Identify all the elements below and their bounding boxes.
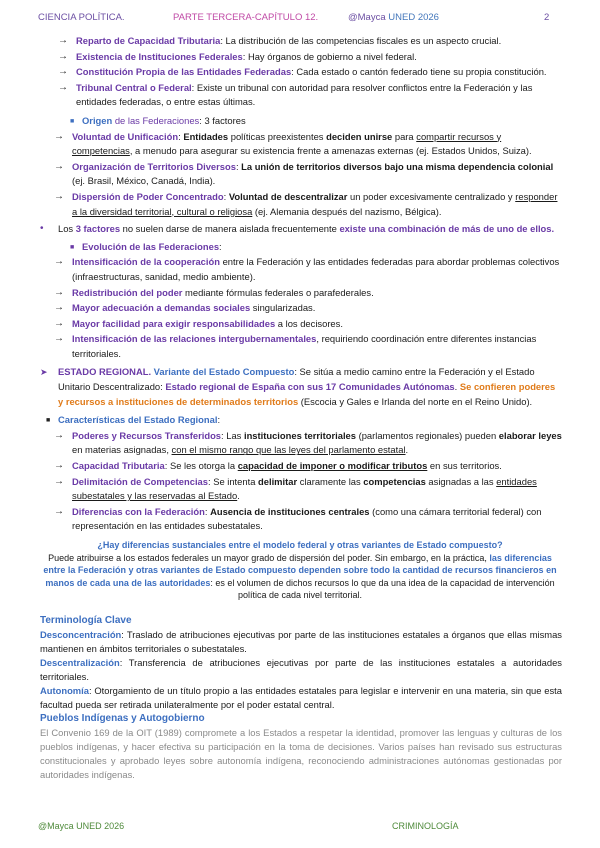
- text-span: Autonomía: [40, 684, 89, 696]
- text-span: capacidad de imponer o modificar tributos: [237, 460, 428, 472]
- item-text: singularizadas.: [250, 302, 316, 314]
- text-span: ESTADO REGIONAL.: [58, 366, 152, 378]
- page-number: 2: [544, 12, 550, 23]
- text-span: .: [454, 381, 460, 393]
- text-span: (como una cámara territorial federal) con representación en las entidades subestatales.: [72, 505, 542, 532]
- text-span: : Se intenta: [207, 475, 259, 487]
- text-span: Desconcentración: [40, 628, 122, 640]
- question-answer: [40, 552, 560, 602]
- list-item: [0, 50, 600, 65]
- arrow-icon: →: [54, 190, 64, 202]
- item-term: Mayor adecuación a demandas sociales: [72, 302, 251, 314]
- list-item: [0, 317, 600, 332]
- list-item: [0, 34, 600, 49]
- text-span: : Se les otorga la: [164, 460, 238, 472]
- text-span: deciden unirse: [326, 130, 393, 142]
- section-label: [0, 413, 600, 428]
- item-text: : Hay órganos de gobierno a nivel federal.: [242, 50, 417, 62]
- text-span: :: [204, 505, 211, 517]
- item-term: Diferencias con la Federación: [72, 505, 205, 517]
- text-span: instituciones territoriales: [243, 429, 356, 441]
- text-span: Variante del Estado Compuesto: [151, 366, 295, 378]
- arrow-icon: →: [54, 286, 64, 298]
- text-span: :: [235, 160, 242, 172]
- header-tag: UNED 2026: [388, 12, 439, 23]
- item-text: : Existe un tribunal con autoridad para resolver conflictos entre la Federación y las entidades federadas, o entre estas últimas.: [76, 81, 533, 108]
- list-item: [0, 429, 600, 458]
- item-term: Constitución Propia de las Entidades Federadas: [76, 66, 292, 78]
- arrow-icon: →: [54, 130, 64, 142]
- text-span: (ej. Brasil, México, Canadá, India).: [72, 175, 216, 187]
- item-term: Mayor facilidad para exigir responsabilidades: [72, 317, 276, 329]
- text-span: La unión de territorios diversos bajo una misma dependencia colonial: [241, 160, 554, 172]
- text-span: un poder excesivamente centralizado y: [347, 190, 516, 202]
- item-term: Redistribución del poder: [72, 286, 183, 298]
- text-span: :: [178, 130, 184, 142]
- arrow-icon: →: [54, 460, 64, 472]
- arrow-icon: →: [54, 256, 64, 268]
- item-text: , requiriendo coordinación entre diferentes instancias territoriales.: [72, 333, 537, 359]
- list-item: [0, 130, 600, 159]
- text-span: responder a la diversidad territorial, cultural o religiosa: [72, 190, 558, 217]
- item-text: mediante fórmulas federales o parafederales.: [182, 286, 374, 298]
- item-term: Intensificación de la cooperación: [72, 256, 220, 268]
- text-span: 3 factores: [75, 223, 121, 235]
- item-term: Reparto de Capacidad Tributaria: [76, 35, 221, 46]
- item-term: Poderes y Recursos Transferidos: [72, 429, 222, 441]
- item-text: : Cada estado o cantón federado tiene su propia constitución.: [291, 66, 547, 78]
- text-span: asignadas a las: [425, 475, 497, 487]
- text-span: (Escocia y Gales e Irlanda del norte en el Reino Unido).: [298, 395, 533, 407]
- header-subject: CIENCIA POLÍTICA.: [38, 12, 125, 23]
- text-span: Descentralización: [40, 656, 120, 668]
- item-term: Dispersión de Poder Concentrado: [72, 190, 224, 202]
- label-tail: : 3 factores: [199, 114, 246, 126]
- text-span: : Se sitúa a medio camino entre la Federación y el Estado Unitario Descentralizado:: [58, 366, 535, 393]
- list-item: [0, 505, 600, 534]
- text-span: :: [223, 190, 229, 202]
- question-text: ¿Hay diferencias sustanciales entre el modelo federal y otras variantes de Estado compuesto?: [97, 540, 503, 550]
- text-span: Voluntad de descentralizar: [228, 190, 348, 202]
- arrow-icon: →: [54, 317, 64, 329]
- item-term: Capacidad Tributaria: [72, 460, 165, 472]
- section-label: [0, 114, 600, 129]
- footer-author: @Mayca UNED 2026: [38, 821, 125, 831]
- label-term: Evolución de las Federaciones: [82, 240, 220, 252]
- text-span: : Transferencia de atribuciones ejecutivas por parte de las instituciones estatales a autoridades territoriales.: [40, 656, 562, 682]
- arrow-icon: →: [54, 475, 64, 487]
- square-bullet-icon: ■: [46, 417, 51, 425]
- footer-subject: CRIMINOLOGÍA: [392, 821, 459, 831]
- text-span: no suelen darse de manera aislada frecuentemente: [120, 223, 340, 235]
- definition: [0, 684, 600, 712]
- list-item: [0, 286, 600, 301]
- item-term: Organización de Territorios Diversos: [72, 160, 236, 172]
- arrow-icon: →: [58, 50, 68, 62]
- text-span: entidades subestatales y las reservadas al Estado: [72, 475, 537, 502]
- text-span: para: [392, 130, 417, 142]
- chevron-right-icon: ➤: [40, 367, 48, 378]
- text-span: las diferencias entre la Federación y otras variantes de Estado compuesto dependen sobre todo la cantidad de recursos financieros en manos de cada una de las autoridades: [43, 552, 557, 588]
- square-bullet-icon: ■: [70, 117, 75, 125]
- label-term: Origen: [82, 114, 113, 126]
- list-item: [0, 459, 600, 474]
- item-term: Existencia de Instituciones Federales: [76, 50, 243, 62]
- text-span: elaborar leyes: [498, 429, 562, 441]
- list-item: [0, 332, 600, 361]
- document-body: [0, 34, 600, 782]
- list-item: [0, 160, 600, 189]
- item-term: Tribunal Central o Federal: [76, 81, 192, 93]
- item-text: a los decisores.: [275, 317, 343, 329]
- text-span: compartir recursos y competencias: [72, 130, 502, 157]
- page-header: [38, 12, 558, 26]
- text-span: (ej. Alemania después del nazismo, Bélgica).: [252, 205, 442, 217]
- header-author: [348, 12, 439, 23]
- arrow-icon: →: [54, 302, 64, 314]
- section-paragraph: [0, 365, 600, 409]
- text-span: : es el volumen de dichos recursos lo que da una idea de la capacidad de intervención política de cada nivel territorial.: [210, 577, 555, 600]
- text-span: políticas preexistentes: [228, 130, 327, 142]
- definition: [0, 628, 600, 656]
- text-span: Puede atribuirse a los estados federales un mayor grado de dispersión del poder. Sin embargo, en la práctica,: [48, 552, 490, 563]
- square-bullet-icon: ■: [70, 243, 75, 251]
- text-span: con el mismo rango que las leyes del parlamento estatal: [171, 444, 406, 456]
- text-span: : Otorgamiento de un título propio a las entidades estatales para legislar e intervenir en una materia, sin que esta facultad pueda ser retirada unilateralmente por el poder estatal central.: [40, 684, 562, 710]
- text-span: Los: [58, 223, 76, 235]
- text-span: delimitar: [258, 475, 298, 487]
- text-span: (parlamentos regionales) pueden: [355, 429, 499, 441]
- label-tail: :: [217, 414, 221, 426]
- text-span: , a menudo para asegurar su existencia frente a amenazas externas (ej. Estados Unidos, Suiza).: [129, 145, 532, 157]
- pueblos-text: El Convenio 169 de la OIT (1989) compromete a los Estados a respetar la identidad, promover las lenguas y culturas de los pueblos indígenas, y hacer efectiva su participación en la toma de decisiones. Varios países han revisado sus estructuras constitucionales y aprobado leyes sobre autonomía indígena, reconociendo administraciones autónomas gestionadas por autoridades indígenas.: [40, 726, 562, 780]
- arrow-icon: →: [58, 66, 68, 78]
- item-text: : La distribución de las competencias fiscales es un aspecto crucial.: [220, 35, 502, 46]
- section-title: Terminología Clave: [40, 614, 132, 626]
- header-chapter: PARTE TERCERA-CAPÍTULO 12.: [173, 12, 319, 23]
- page-footer: [38, 821, 558, 833]
- label-rest: de las Federaciones: [112, 114, 200, 126]
- text-span: en materias asignadas,: [72, 444, 172, 456]
- text-span: .: [405, 444, 409, 456]
- section-title: Pueblos Indígenas y Autogobierno: [40, 712, 205, 724]
- list-item: [0, 301, 600, 316]
- text-span: Estado regional de España con sus 17 Comunidades Autónomas: [165, 381, 455, 393]
- arrow-icon: →: [58, 81, 68, 93]
- arrow-icon: →: [54, 505, 64, 517]
- text-span: Se confieren poderes y recursos a instituciones de determinados territorios: [58, 381, 556, 407]
- list-item: [0, 190, 600, 219]
- list-item: [0, 81, 600, 110]
- section-label: [0, 240, 600, 255]
- label-tail: :: [219, 240, 222, 252]
- arrow-icon: →: [54, 333, 64, 345]
- text-span: : Las: [221, 429, 244, 441]
- arrow-icon: →: [54, 429, 64, 441]
- item-term: Intensificación de las relaciones intergubernamentales: [72, 333, 317, 345]
- text-span: existe una combinación de más de uno de ellos.: [339, 223, 555, 235]
- header-user: @Mayca: [348, 12, 386, 23]
- arrow-icon: →: [54, 160, 64, 172]
- text-span: competencias: [363, 475, 426, 487]
- arrow-icon: →: [58, 35, 68, 46]
- text-span: Entidades: [183, 130, 229, 142]
- list-item: [0, 222, 600, 237]
- text-span: Ausencia de instituciones centrales: [210, 505, 370, 517]
- item-term: Voluntad de Unificación: [72, 130, 179, 142]
- text-span: : Traslado de atribuciones ejecutivas por parte de las instituciones estatales a órganos que ellas mismas mantienen en ámbitos territoriales o subestatales.: [40, 628, 562, 654]
- definition: [0, 656, 600, 684]
- text-span: en sus territorios.: [427, 460, 502, 472]
- list-item: [0, 65, 600, 80]
- question-block: [0, 539, 600, 602]
- item-text: entre la Federación y las entidades federadas para abordar problemas colectivos (infraestructuras, sanidad, medio ambiente).: [72, 256, 560, 282]
- list-item: [0, 475, 600, 504]
- item-term: Delimitación de Competencias: [72, 475, 208, 487]
- label-term: Características del Estado Regional: [58, 414, 218, 426]
- list-item: [0, 255, 600, 284]
- text-span: claramente las: [297, 475, 364, 487]
- bullet-icon: •: [40, 223, 44, 235]
- text-span: .: [237, 490, 240, 502]
